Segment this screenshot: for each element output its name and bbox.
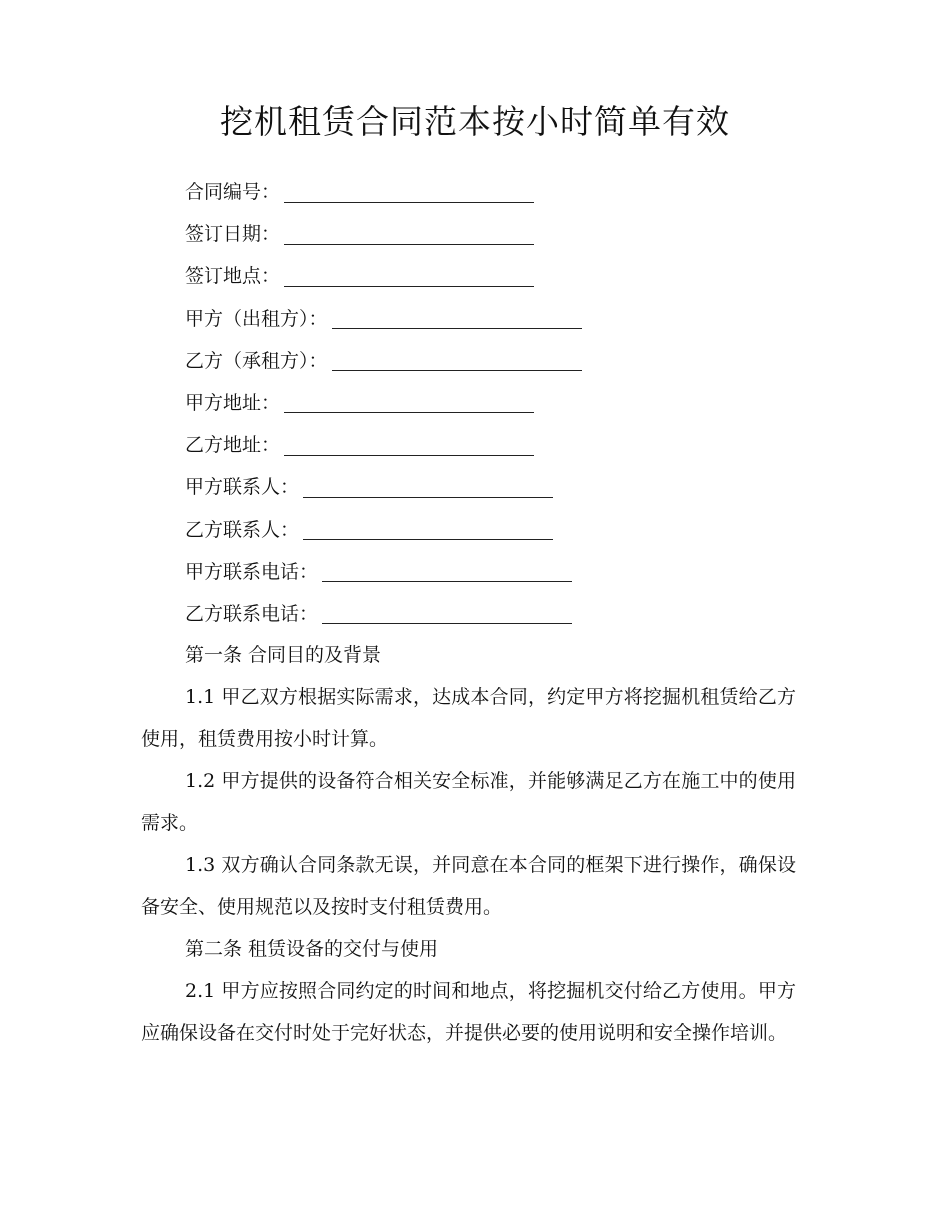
field-label: 甲方联系人： (185, 476, 300, 499)
field-label: 签订地点： (185, 265, 281, 288)
blank-line (284, 392, 534, 413)
field-party-a-contact (185, 465, 825, 507)
blank-line (284, 435, 534, 456)
field-party-b (185, 339, 825, 381)
article-1-heading: 第一条 合同目的及背景 (185, 644, 382, 666)
field-party-a-phone (185, 550, 825, 592)
field-label: 签订日期： (185, 223, 281, 246)
field-label: 乙方（承租方）： (185, 349, 328, 372)
field-label: 甲方（出租方）： (185, 307, 328, 330)
clause-1-2: 1.2 甲方提供的设备符合相关安全标准，并能够满足乙方在施工中的使用需求。 (141, 770, 796, 834)
field-label: 甲方地址： (185, 391, 281, 414)
field-party-b-contact (185, 508, 825, 550)
field-party-b-phone (185, 592, 825, 634)
field-sign-date (185, 212, 825, 254)
field-party-b-address (185, 423, 825, 465)
field-sign-place (185, 254, 825, 296)
field-label: 乙方联系电话： (185, 602, 319, 625)
field-label: 甲方联系电话： (185, 560, 319, 583)
contract-info-fields (185, 170, 825, 634)
blank-line (332, 350, 582, 371)
blank-line (284, 224, 534, 245)
clause-1-1: 1.1 甲乙双方根据实际需求，达成本合同，约定甲方将挖掘机租赁给乙方使用，租赁费用按小时计算。 (141, 686, 796, 750)
field-label: 乙方联系人： (185, 518, 300, 541)
clause-1-3: 1.3 双方确认合同条款无误，并同意在本合同的框架下进行操作，确保设备安全、使用规范以及按时支付租赁费用。 (141, 854, 796, 918)
blank-line (322, 603, 572, 624)
field-label: 乙方地址： (185, 434, 281, 457)
document-title: 挖机租赁合同范本按小时简单有效 (220, 102, 730, 141)
blank-line (303, 519, 553, 540)
field-contract-number (185, 170, 825, 212)
field-party-a-address (185, 381, 825, 423)
blank-line (284, 182, 534, 203)
blank-line (303, 477, 553, 498)
blank-line (322, 561, 572, 582)
blank-line (284, 266, 534, 287)
blank-line (332, 308, 582, 329)
field-label: 合同编号： (185, 181, 281, 203)
article-2-heading: 第二条 租赁设备的交付与使用 (185, 938, 439, 960)
clause-2-1: 2.1 甲方应按照合同约定的时间和地点，将挖掘机交付给乙方使用。甲方应确保设备在交付时处于完好状态，并提供必要的使用说明和安全操作培训。 (141, 980, 796, 1044)
field-party-a (185, 297, 825, 339)
contract-body (141, 634, 796, 1054)
